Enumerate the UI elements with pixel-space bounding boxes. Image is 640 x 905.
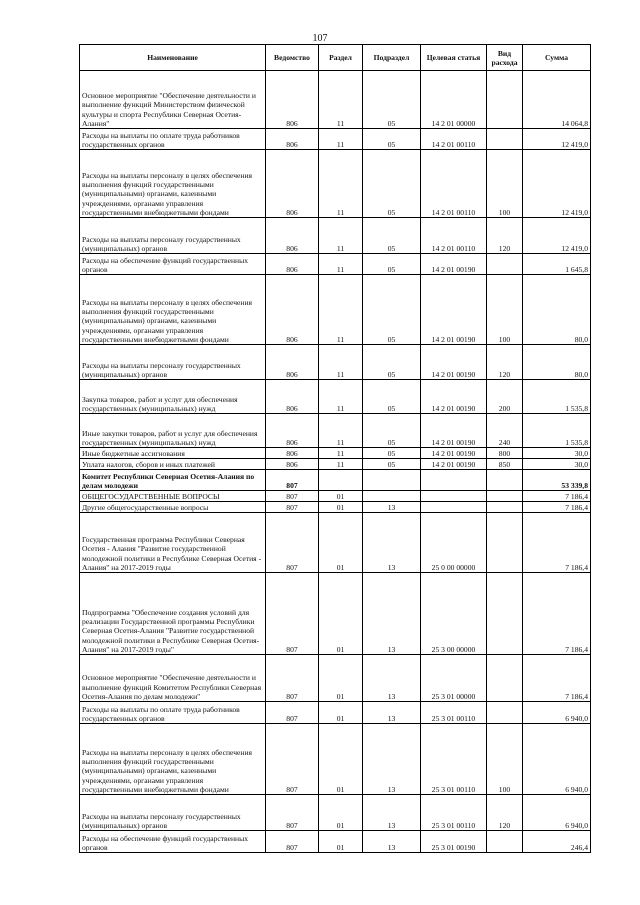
cell-section: 11 [319,380,363,414]
cell-department: 807 [266,724,319,795]
cell-sum: 12 419,0 [523,150,591,218]
cell-subsection: 13 [363,831,421,853]
cell-subsection: 05 [363,150,421,218]
cell-department: 806 [266,414,319,448]
cell-department: 806 [266,275,319,345]
cell-sum: 30,0 [523,448,591,459]
table-row [80,702,591,724]
table-row [80,513,591,573]
cell-department: 807 [266,573,319,655]
cell-target: 14 2 01 00190 [421,414,487,448]
header-name: Наименование [80,45,266,71]
table-row [80,795,591,831]
cell-name: Основное мероприятие "Обеспечение деятельности и выполнение функций Министерством физической культуры и спорта Республики Северная Осетия-Алания" [80,71,266,129]
cell-name: Расходы на выплаты по оплате труда работников государственных органов [80,129,266,150]
cell-sum: 30,0 [523,459,591,470]
cell-subsection: 13 [363,702,421,724]
cell-section: 01 [319,513,363,573]
cell-name: Расходы на обеспечение функций государственных органов [80,254,266,275]
table-row [80,129,591,150]
cell-target: 14 2 01 00110 [421,150,487,218]
cell-name: Основное мероприятие "Обеспечение деятельности и выполнение функций Комитетом Республики Северная Осетия-Алания по делам молодежи" [80,655,266,702]
cell-sum: 7 186,4 [523,655,591,702]
cell-kind [487,71,523,129]
cell-subsection: 05 [363,129,421,150]
table-row [80,414,591,448]
cell-sum: 1 645,8 [523,254,591,275]
cell-department: 807 [266,702,319,724]
cell-target: 25 3 01 00110 [421,795,487,831]
table-row [80,470,591,491]
cell-section: 01 [319,573,363,655]
cell-sum: 6 940,0 [523,724,591,795]
cell-target: 14 2 01 00190 [421,275,487,345]
cell-kind [487,470,523,491]
cell-kind: 100 [487,150,523,218]
cell-sum: 6 940,0 [523,702,591,724]
cell-subsection: 05 [363,275,421,345]
cell-department: 806 [266,218,319,254]
cell-department: 806 [266,254,319,275]
cell-sum: 7 186,4 [523,502,591,513]
cell-kind: 120 [487,345,523,380]
cell-kind: 800 [487,448,523,459]
cell-department: 806 [266,129,319,150]
cell-sum: 12 419,0 [523,218,591,254]
cell-department: 806 [266,459,319,470]
header-department: Ведомство [266,45,319,71]
cell-name: Государственная программа Республики Северная Осетия - Алания "Развитие государственной молодежной политики в Республике Северная Осетия - Алания" на 2017-2019 годы [80,513,266,573]
cell-section: 11 [319,129,363,150]
cell-kind: 200 [487,380,523,414]
table-row [80,724,591,795]
cell-kind: 100 [487,275,523,345]
cell-subsection [363,491,421,502]
cell-target: 25 3 01 00190 [421,831,487,853]
cell-kind: 120 [487,218,523,254]
cell-section: 01 [319,795,363,831]
cell-kind [487,655,523,702]
cell-kind: 120 [487,795,523,831]
cell-department: 807 [266,502,319,513]
cell-target: 25 0 00 00000 [421,513,487,573]
cell-target: 14 2 01 00110 [421,129,487,150]
table-row [80,655,591,702]
cell-sum: 7 186,4 [523,573,591,655]
cell-name: Иные бюджетные ассигнования [80,448,266,459]
cell-kind [487,573,523,655]
cell-target: 14 2 01 00190 [421,380,487,414]
cell-kind [487,513,523,573]
table-row [80,573,591,655]
cell-sum: 7 186,4 [523,491,591,502]
cell-section: 01 [319,831,363,853]
table-row [80,345,591,380]
cell-name: Закупка товаров, работ и услуг для обеспечения государственных (муниципальных) нужд [80,380,266,414]
cell-kind [487,254,523,275]
cell-target: 14 2 01 00190 [421,448,487,459]
cell-subsection: 05 [363,71,421,129]
cell-sum: 246,4 [523,831,591,853]
cell-name: Комитет Республики Северная Осетия-Алания по делам молодежи [80,470,266,491]
cell-kind: 850 [487,459,523,470]
table-row [80,831,591,853]
table-row [80,380,591,414]
cell-department: 807 [266,513,319,573]
cell-section: 01 [319,724,363,795]
cell-department: 806 [266,448,319,459]
cell-target: 14 2 01 00190 [421,459,487,470]
cell-target [421,470,487,491]
cell-subsection: 05 [363,380,421,414]
cell-sum: 14 064,8 [523,71,591,129]
cell-section: 11 [319,71,363,129]
cell-target [421,491,487,502]
cell-department: 806 [266,150,319,218]
cell-department: 807 [266,831,319,853]
cell-sum: 12 419,0 [523,129,591,150]
cell-section: 11 [319,459,363,470]
cell-sum: 1 535,8 [523,414,591,448]
cell-subsection: 05 [363,218,421,254]
cell-target: 25 3 01 00110 [421,702,487,724]
table-row [80,71,591,129]
table-row [80,275,591,345]
page-number: 107 [312,33,328,44]
header-target: Целевая статья [421,45,487,71]
cell-name: Расходы на выплаты персоналу в целях обеспечения выполнения функций государственными (муниципальными) органами, казенными учреждениями, органами управления государственными внебюджетными фондами [80,150,266,218]
cell-target: 25 3 01 00000 [421,655,487,702]
cell-section: 01 [319,702,363,724]
cell-name: Уплата налогов, сборов и иных платежей [80,459,266,470]
cell-sum: 80,0 [523,275,591,345]
cell-name: Расходы на обеспечение функций государственных органов [80,831,266,853]
cell-target [421,502,487,513]
cell-section: 11 [319,254,363,275]
table-row [80,218,591,254]
cell-section: 11 [319,448,363,459]
cell-sum: 6 940,0 [523,795,591,831]
cell-subsection [363,470,421,491]
cell-subsection: 13 [363,502,421,513]
cell-section: 11 [319,345,363,380]
cell-name: Другие общегосударственные вопросы [80,502,266,513]
cell-section [319,470,363,491]
cell-section: 01 [319,655,363,702]
cell-name: Расходы на выплаты по оплате труда работников государственных органов [80,702,266,724]
cell-department: 806 [266,345,319,380]
cell-subsection: 05 [363,345,421,380]
table-body [80,71,591,853]
cell-target: 14 2 01 00000 [421,71,487,129]
cell-name: Иные закупки товаров, работ и услуг для обеспечения государственных (муниципальных) нужд [80,414,266,448]
table-row [80,491,591,502]
cell-sum: 7 186,4 [523,513,591,573]
cell-kind [487,491,523,502]
cell-kind [487,502,523,513]
cell-department: 807 [266,655,319,702]
cell-section: 11 [319,275,363,345]
cell-kind: 100 [487,724,523,795]
cell-department: 806 [266,71,319,129]
budget-table [79,44,591,853]
cell-name: Расходы на выплаты персоналу государственных (муниципальных) органов [80,218,266,254]
cell-sum: 1 535,8 [523,380,591,414]
cell-name: Расходы на выплаты персоналу в целях обеспечения выполнения функций государственными (муниципальными) органами, казенными учреждениями, органами управления государственными внебюджетными фондами [80,724,266,795]
cell-name: ОБЩЕГОСУДАРСТВЕННЫЕ ВОПРОСЫ [80,491,266,502]
cell-target: 25 3 01 00110 [421,724,487,795]
cell-kind: 240 [487,414,523,448]
cell-section: 11 [319,218,363,254]
cell-subsection: 13 [363,573,421,655]
cell-subsection: 13 [363,795,421,831]
cell-section: 11 [319,150,363,218]
cell-section: 01 [319,491,363,502]
cell-target: 25 3 00 00000 [421,573,487,655]
header-section: Раздел [319,45,363,71]
table-row [80,150,591,218]
header-kind: Вид расхода [487,45,523,71]
table-row [80,459,591,470]
cell-name: Расходы на выплаты персоналу государственных (муниципальных) органов [80,795,266,831]
cell-section: 01 [319,502,363,513]
cell-target: 14 2 01 00110 [421,218,487,254]
cell-name: Расходы на выплаты персоналу в целях обеспечения выполнения функций государственными (муниципальными) органами, казенными учреждениями, органами управления государственными внебюджетными фондами [80,275,266,345]
cell-department: 807 [266,470,319,491]
cell-kind [487,831,523,853]
cell-subsection: 05 [363,254,421,275]
cell-subsection: 13 [363,655,421,702]
cell-name: Подпрограмма "Обеспечение создания условий для реализации Государственной программы Республики Северная Осетия-Алания "Развитие государственной молодежной политики в Республике Северная Осетия-Алания" на 2017-2019 годы" [80,573,266,655]
cell-name: Расходы на выплаты персоналу государственных (муниципальных) органов [80,345,266,380]
cell-target: 14 2 01 00190 [421,345,487,380]
cell-subsection: 05 [363,414,421,448]
cell-subsection: 05 [363,459,421,470]
cell-sum: 80,0 [523,345,591,380]
header-subsection: Подраздел [363,45,421,71]
cell-kind [487,129,523,150]
cell-kind [487,702,523,724]
cell-target: 14 2 01 00190 [421,254,487,275]
table-row [80,502,591,513]
cell-subsection: 05 [363,448,421,459]
cell-department: 806 [266,380,319,414]
header-sum: Сумма [523,45,591,71]
cell-department: 807 [266,491,319,502]
cell-section: 11 [319,414,363,448]
cell-sum: 53 339,8 [523,470,591,491]
cell-department: 807 [266,795,319,831]
cell-subsection: 13 [363,724,421,795]
cell-subsection: 13 [363,513,421,573]
table-row [80,448,591,459]
table-header [80,45,591,71]
table-row [80,254,591,275]
